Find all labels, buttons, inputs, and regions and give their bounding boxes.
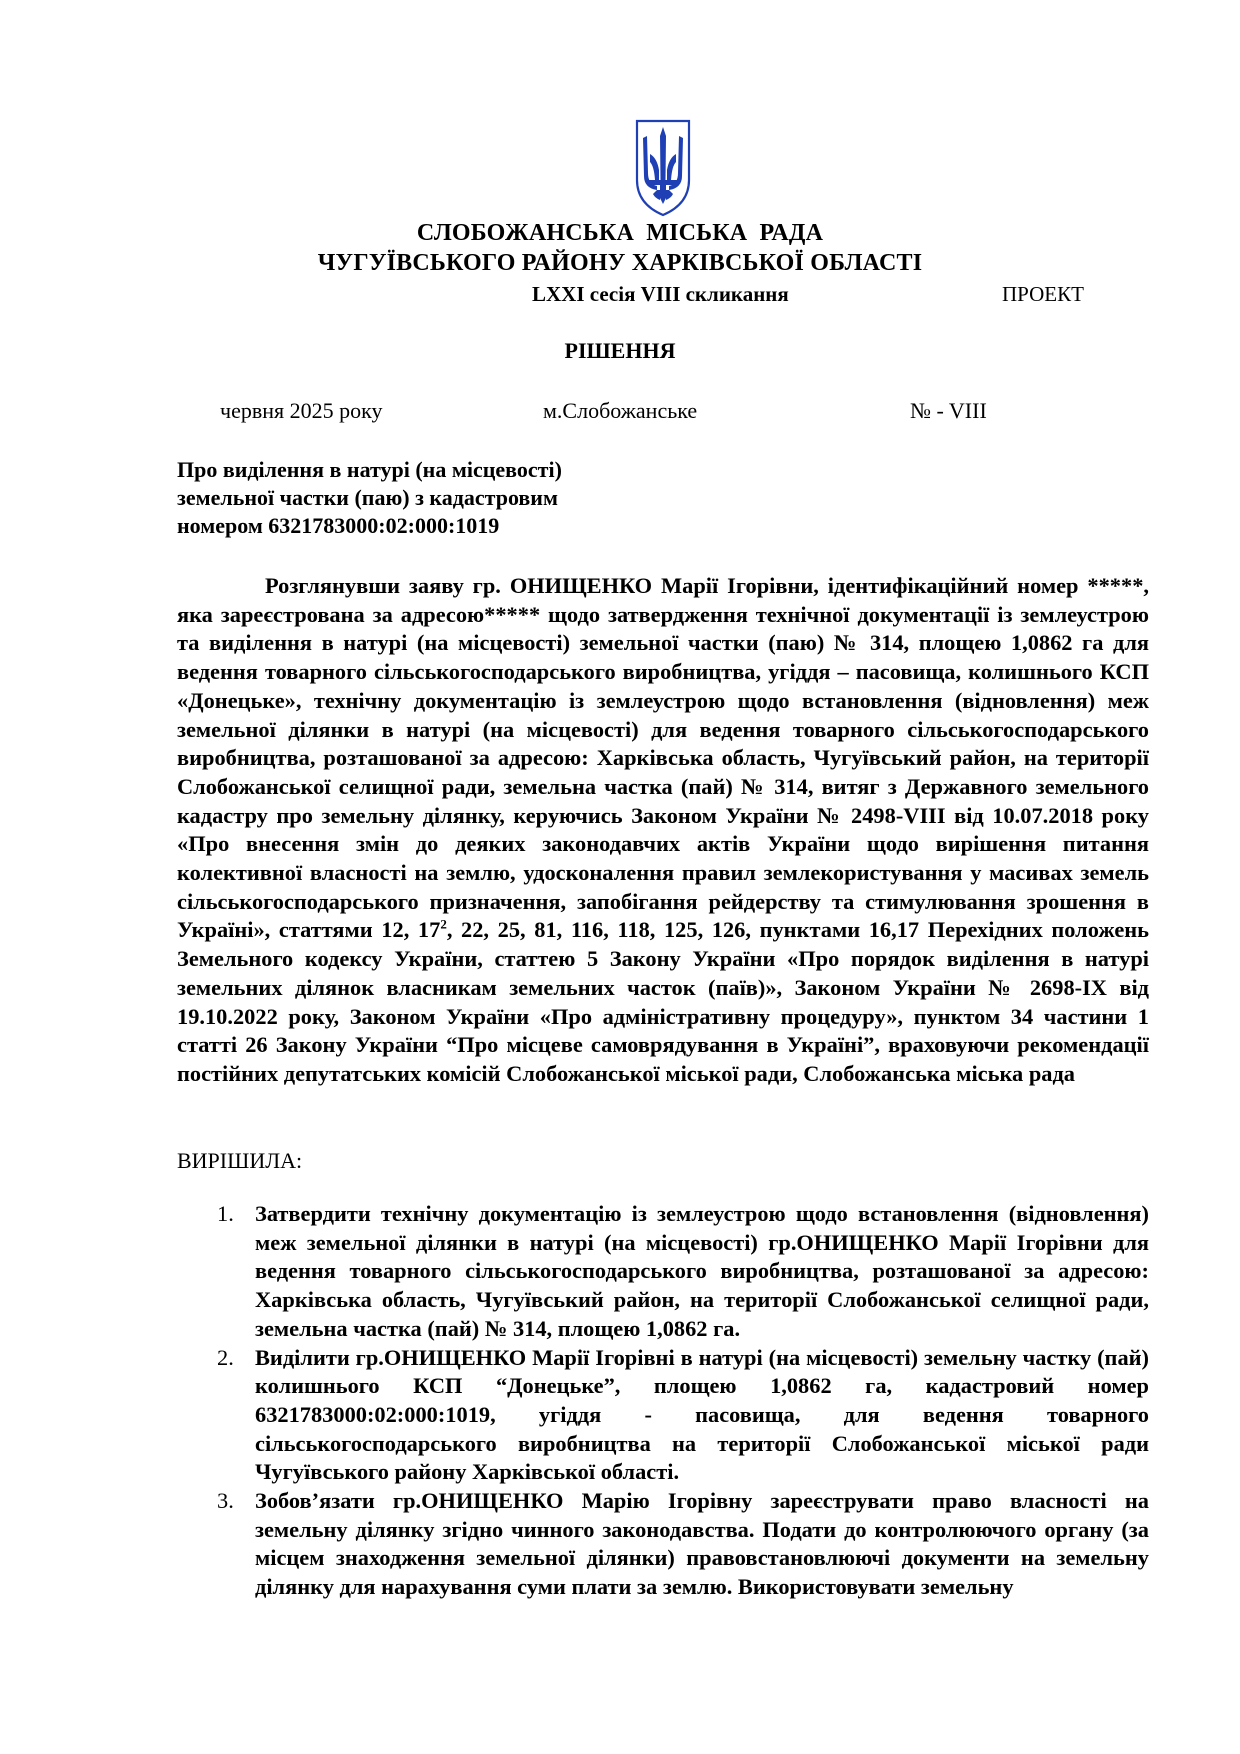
decision-date: червня 2025 року	[220, 398, 383, 423]
decision-subject	[177, 456, 697, 540]
decision-item	[177, 1200, 1149, 1344]
subject-line: Про виділення в натурі (на місцевості)	[177, 457, 562, 482]
item-text: Виділити гр.ОНИЩЕНКО Марії Ігорівні в натурі (на місцевості) земельну частку (пай) колишнього КСП “Донецьке”, площею 1,0862 га, кадастровий номер 6321783000:02:000:1019, угіддя - пасовища, для ведення товарного сільськогосподарського виробництва на території Слобожанської міської ради Чугуївського району Харківської області.	[255, 1344, 1149, 1485]
decided-label: ВИРІШИЛА:	[177, 1148, 303, 1173]
decision-title: РІШЕННЯ	[564, 338, 676, 363]
preamble-text-cont: , 22, 25, 81, 116, 118, 125, 126, пунктами 16,17 Перехідних положень Земельного кодексу України, статтею 5 Закону України «Про порядок виділення в натурі земельних ділянок власникам земельних часток (паїв)», Законом України № 2698-IX від 19.10.2022 року, Законом України «Про адміністративну процедуру», пунктом 34 частини 1 статті 26 Закону України “Про місцеве самоврядування в Україні”, враховуючи рекомендації постійних депутатських комісій Слобожанської міської ради, Слобожанська міська рада	[177, 917, 1149, 1086]
preamble-paragraph	[177, 572, 1149, 1089]
council-region: ЧУГУЇВСЬКОГО РАЙОНУ ХАРКІВСЬКОЇ ОБЛАСТІ	[317, 250, 923, 276]
trident-coat-of-arms-icon	[633, 118, 693, 218]
subject-line: земельної частки (паю) з кадастровим	[177, 485, 558, 510]
council-name: СЛОБОЖАНСЬКА МІСЬКА РАДА	[416, 220, 824, 246]
item-number: 2.	[217, 1344, 234, 1370]
item-number: 3.	[217, 1488, 234, 1514]
item-text: Затвердити технічну документацію із землеустрою щодо встановлення (відновлення) меж земельної ділянки в натурі (на місцевості) гр.ОНИЩЕНКО Марії Ігорівни для ведення товарного сільськогосподарського виробництва, розташованої за адресою: Харківська область, Чугуївський район, на території Слобожанської селищної ради, земельна частка (пай) № 314, площею 1,0862 га.	[255, 1201, 1149, 1341]
decision-number: № - VIII	[910, 398, 987, 423]
subject-line: номером 6321783000:02:000:1019	[177, 513, 500, 538]
decision-items	[177, 1200, 1149, 1602]
decision-place: м.Слобожанське	[543, 398, 698, 423]
item-number: 1.	[217, 1201, 234, 1226]
session-label: LXXI сесія VIII скликання	[532, 282, 789, 306]
preamble-text: Розглянувши заяву гр. ОНИЩЕНКО Марії Ігорівни, ідентифікаційний номер *****, яка зареєстрована за адресою***** щодо затвердження технічної документації із землеустрою та виділення в натурі (на місцевості) земельної частки (паю) № 314, площею 1,0862 га для ведення товарного сільськогосподарського виробництва, угіддя – пасовища, колишнього КСП «Донецьке», технічну документацію із землеустрою щодо встановлення (відновлення) меж земельної ділянки в натурі (на місцевості) для ведення товарного сільськогосподарського виробництва, розташованої за адресою: Харківська область, Чугуївський район, на території Слобожанської селищної ради, земельна частка (пай) № 314, витяг з Державного земельного кадастру про земельну ділянку, керуючись Законом України № 2498-VIII від 10.07.2018 року «Про внесення змін до деяких законодавчих актів України щодо вирішення питання колективної власності на землю, удосконалення правил землекористування у масивах земель сільськогосподарського призначення, запобігання рейдерству та стимулювання зрошення в Україні», статтями 12, 17	[177, 573, 1149, 943]
item-text: Зобов’язати гр.ОНИЩЕНКО Марію Ігорівну зареєструвати право власності на земельну ділянку згідно чинного законодавства. Подати до контролюючого органу (за місцем знаходження земельної ділянки) правовстановлюючі документи на земельну ділянку для нарахування суми плати за землю. Використовувати земельну	[255, 1488, 1149, 1600]
article-superscript: 2	[440, 916, 447, 932]
decision-item	[177, 1487, 1149, 1602]
decision-item	[177, 1344, 1149, 1488]
project-label: ПРОЕКТ	[1002, 282, 1084, 306]
